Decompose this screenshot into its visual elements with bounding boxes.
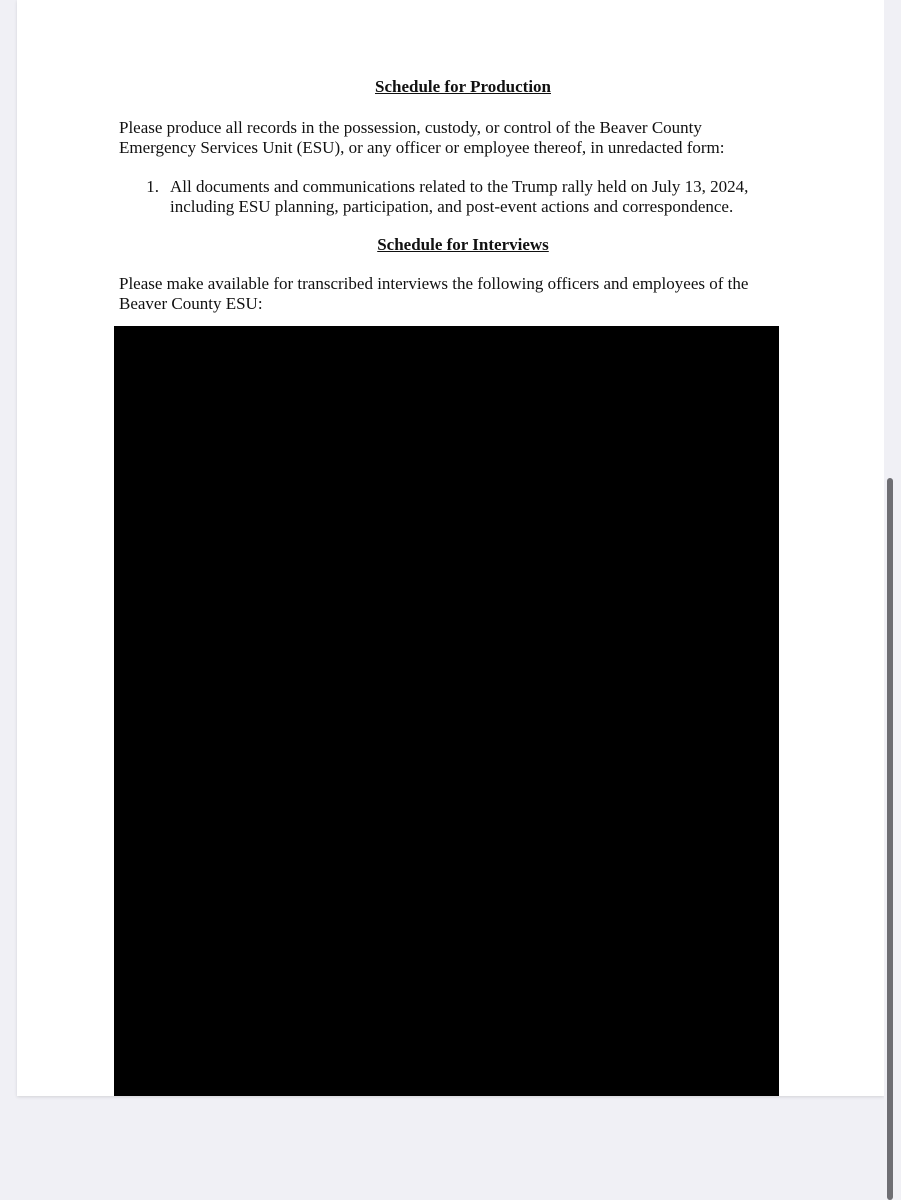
scrollbar-thumb[interactable] <box>887 478 893 1200</box>
redaction-block <box>114 326 779 1096</box>
production-list <box>119 177 779 217</box>
document-page <box>17 0 884 1096</box>
list-item-text <box>170 177 748 217</box>
production-intro-line-2: Emergency Services Unit (ESU), or any officer or employee thereof, in unredacted form: <box>119 138 725 157</box>
list-item-line-1: All documents and communications related to the Trump rally held on July 13, 2024, <box>170 177 749 196</box>
interviews-heading: Schedule for Interviews <box>377 235 549 254</box>
list-item <box>119 177 779 217</box>
interviews-intro <box>119 274 779 314</box>
list-item-number: 1. <box>146 177 159 196</box>
list-item-line-2: including ESU planning, participation, and post-event actions and correspondence. <box>170 197 734 216</box>
production-intro-line-1: Please produce all records in the possession, custody, or control of the Beaver County <box>119 118 702 137</box>
production-heading: Schedule for Production <box>375 77 551 96</box>
production-intro <box>119 118 779 158</box>
interviews-intro-line-2: Beaver County ESU: <box>119 294 263 313</box>
interviews-intro-line-1: Please make available for transcribed interviews the following officers and employees of the <box>119 274 749 293</box>
